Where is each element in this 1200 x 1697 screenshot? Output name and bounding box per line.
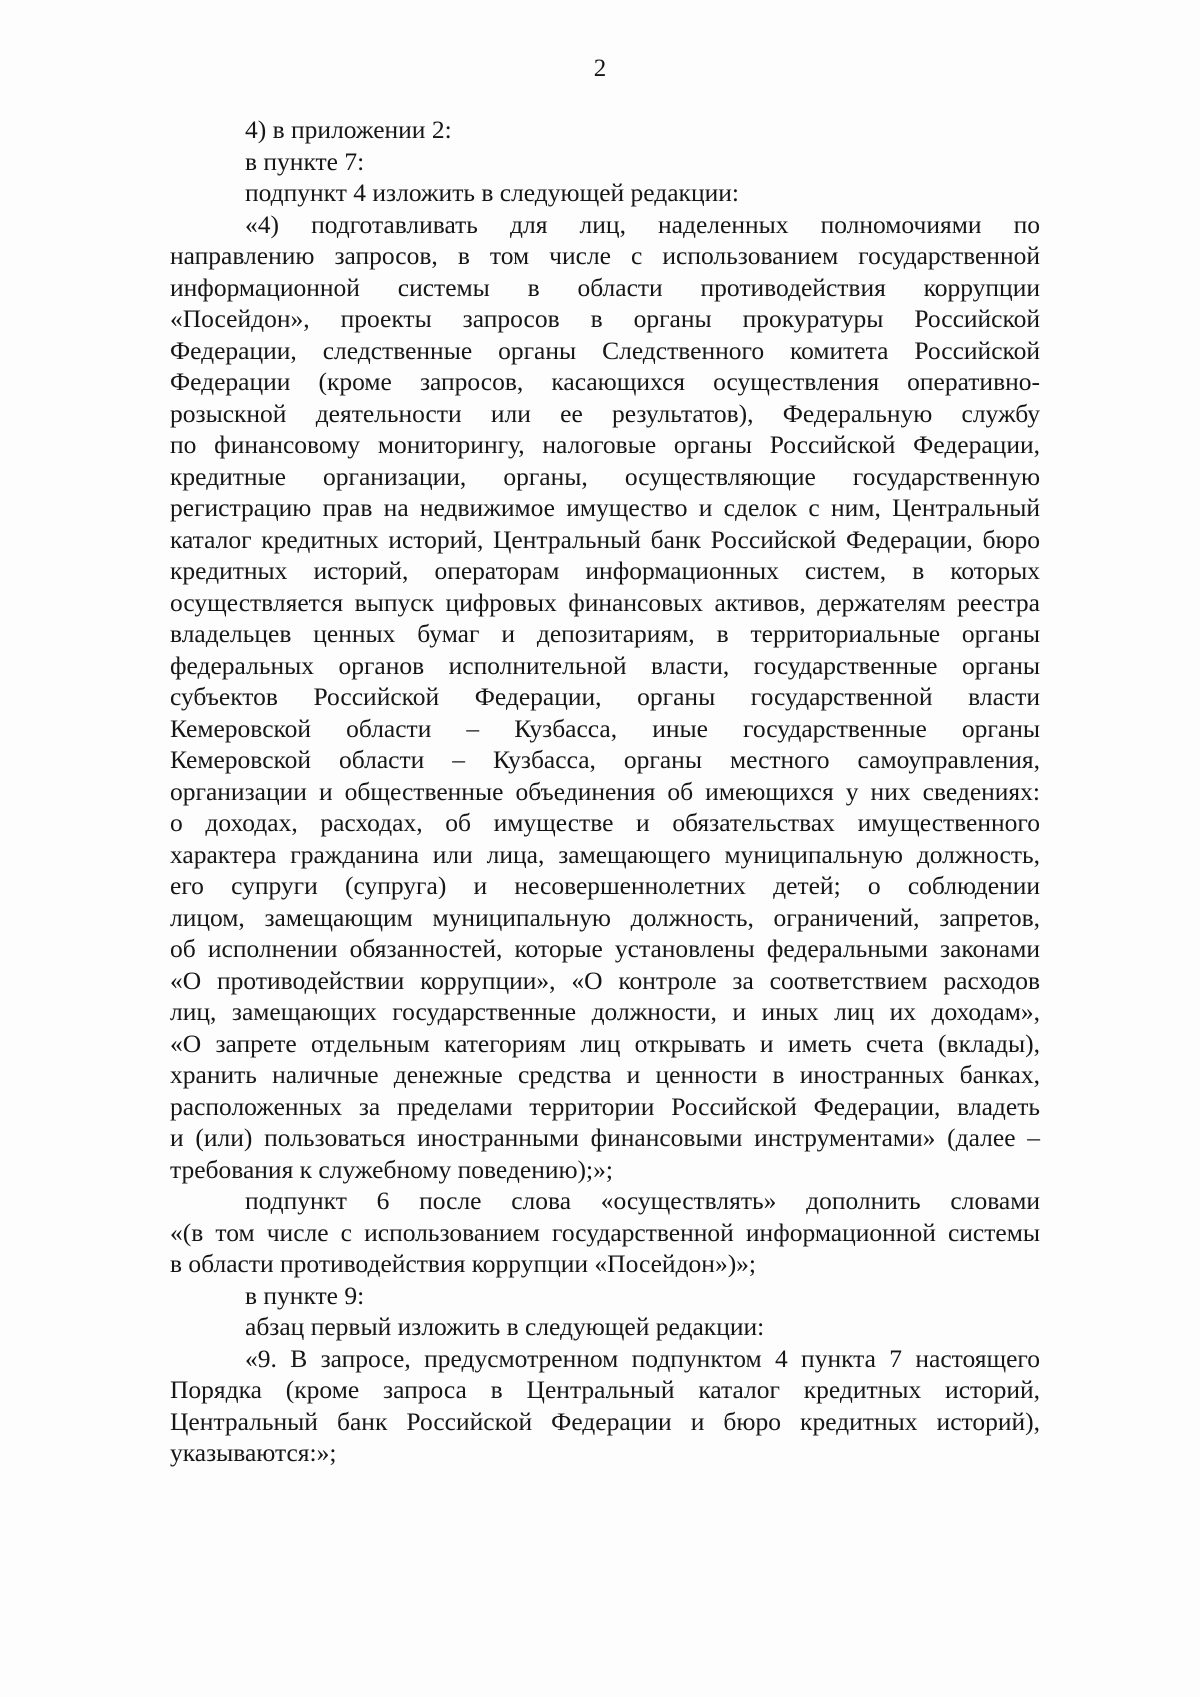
- page-number: 2: [593, 55, 607, 82]
- text-line: в пункте 7:: [245, 146, 365, 176]
- text-line: «4) подготавливать для лиц, наделенных полномочиями по: [245, 209, 1040, 239]
- text-line: информационной системы в области противодействия коррупции: [170, 272, 1040, 302]
- text-line: осуществляется выпуск цифровых финансовых активов, держателям реестра: [170, 587, 1040, 617]
- text-line: Федерации (кроме запросов, касающихся осуществления оперативно-: [170, 367, 1040, 396]
- text-line: владельцев ценных бумаг и депозитариям, в территориальные органы: [170, 619, 1040, 648]
- text-line: субъектов Российской Федерации, органы государственной власти: [170, 682, 1040, 711]
- text-line: об исполнении обязанностей, которые установлены федеральными законами: [170, 934, 1040, 963]
- text-line: «9. В запросе, предусмотренном подпунктом 4 пункта 7 настоящего: [245, 1343, 1040, 1373]
- text-line: 4) в приложении 2:: [245, 115, 452, 144]
- text-line: и (или) пользоваться иностранными финансовыми инструментами» (далее –: [170, 1123, 1040, 1152]
- text-line: кредитных историй, операторам информационных систем, в которых: [170, 556, 1040, 585]
- document-body: [170, 114, 1040, 1469]
- text-line: каталог кредитных историй, Центральный банк Российской Федерации, бюро: [170, 524, 1040, 554]
- text-line: характера гражданина или лица, замещающего муниципальную должность,: [170, 839, 1040, 869]
- text-line: направлению запросов, в том числе с использованием государственной: [170, 241, 1040, 270]
- text-line: «Посейдон», проекты запросов в органы прокуратуры Российской: [170, 304, 1040, 333]
- text-line: «(в том числе с использованием государственной информационной системы: [170, 1217, 1040, 1247]
- text-line: кредитные организации, органы, осуществляющие государственную: [170, 461, 1040, 491]
- text-line: регистрацию прав на недвижимое имущество и сделок с ним, Центральный: [170, 493, 1040, 522]
- text-line: указываются:»;: [170, 1438, 337, 1467]
- text-line: в пункте 9:: [245, 1280, 365, 1310]
- text-line: подпункт 4 изложить в следующей редакции:: [245, 178, 739, 207]
- text-line: «О противодействии коррупции», «О контроле за соответствием расходов: [170, 965, 1040, 995]
- text-line: Федерации, следственные органы Следственного комитета Российской: [170, 335, 1040, 365]
- text-line: по финансовому мониторингу, налоговые органы Российской Федерации,: [170, 430, 1040, 459]
- text-line: его супруги (супруга) и несовершеннолетних детей; о соблюдении: [170, 871, 1040, 900]
- text-line: лиц, замещающих государственные должности, и иных лиц их доходам»,: [170, 997, 1040, 1026]
- text-line: о доходах, расходах, об имуществе и обязательствах имущественного: [170, 808, 1040, 837]
- text-line: «О запрете отдельным категориям лиц открывать и иметь счета (вклады),: [170, 1028, 1040, 1058]
- text-line: Порядка (кроме запроса в Центральный каталог кредитных историй,: [170, 1375, 1040, 1404]
- text-line: Центральный банк Российской Федерации и бюро кредитных историй),: [170, 1406, 1040, 1436]
- text-line: розыскной деятельности или ее результатов), Федеральную службу: [170, 398, 1040, 428]
- text-line: абзац первый изложить в следующей редакции:: [245, 1312, 765, 1341]
- text-line: организации и общественные объединения об имеющихся у них сведениях:: [170, 776, 1040, 806]
- text-line: федеральных органов исполнительной власти, государственные органы: [170, 650, 1040, 680]
- text-line: лицом, замещающим муниципальную должность, ограничений, запретов,: [170, 902, 1040, 932]
- text-line: подпункт 6 после слова «осуществлять» дополнить словами: [245, 1186, 1040, 1215]
- text-line: Кемеровской области – Кузбасса, иные государственные органы: [170, 713, 1040, 743]
- text-line: в области противодействия коррупции «Посейдон»)»;: [170, 1249, 757, 1278]
- text-line: Кемеровской области – Кузбасса, органы местного самоуправления,: [170, 745, 1040, 774]
- text-line: хранить наличные денежные средства и ценности в иностранных банках,: [170, 1060, 1040, 1089]
- text-line: расположенных за пределами территории Российской Федерации, владеть: [170, 1091, 1040, 1121]
- text-line: требования к служебному поведению);»;: [170, 1154, 613, 1184]
